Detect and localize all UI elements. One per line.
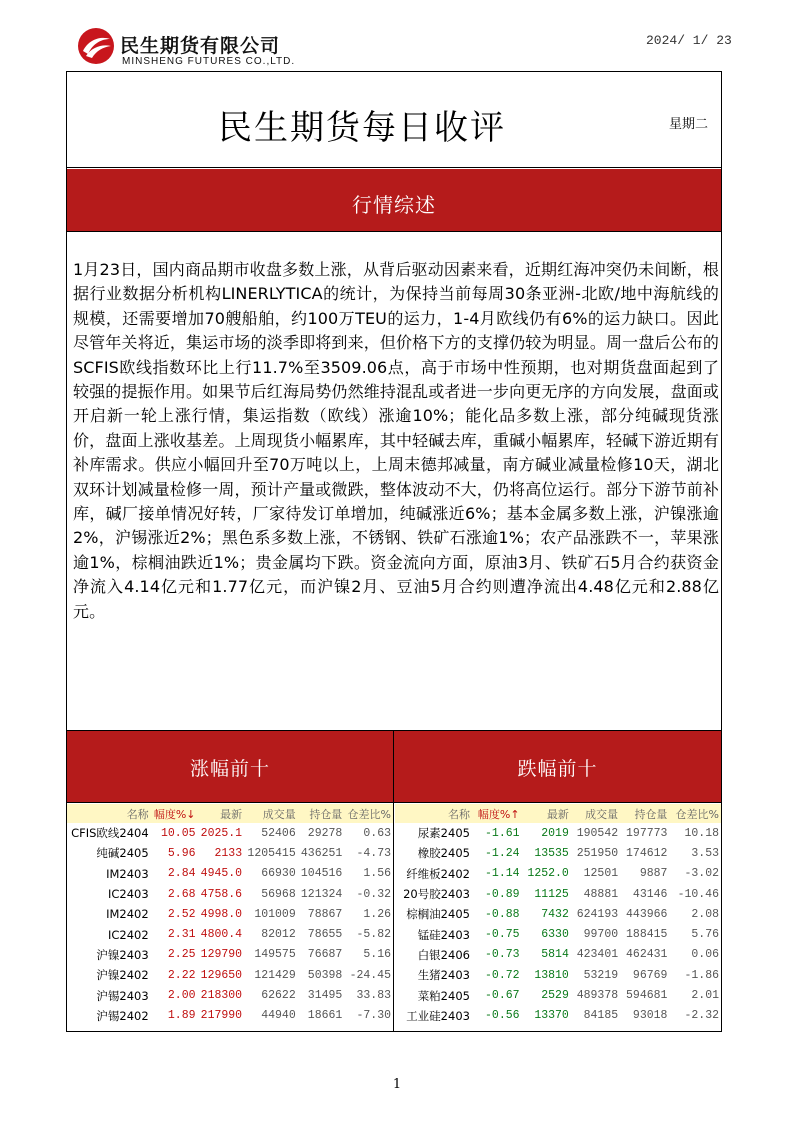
losers-table (395, 804, 721, 1026)
table-cell: IM2402 (106, 907, 149, 922)
table-cell: 2.25 (167, 948, 196, 962)
table-cell: 20号胶2403 (403, 887, 470, 902)
table-cell: -0.73 (485, 948, 520, 962)
column-header: 最新 (198, 804, 245, 823)
table-row (395, 864, 721, 884)
table-row (395, 965, 721, 985)
page-number: 1 (392, 1077, 402, 1092)
table-cell: 188415 (626, 928, 668, 942)
company-name-cn: 民生期货有限公司 (120, 35, 281, 57)
table-cell: 11125 (534, 887, 569, 901)
report-title: 民生期货每日收评 (218, 108, 506, 148)
table-cell: 594681 (626, 989, 668, 1003)
table-cell: 56968 (261, 887, 296, 901)
table-cell: 197773 (626, 826, 668, 840)
table-cell: 10.18 (684, 826, 719, 840)
column-header: 成交量 (571, 804, 620, 823)
table-cell: 1.89 (167, 1009, 196, 1023)
table-row (395, 823, 721, 843)
table-cell: IC2402 (107, 927, 149, 942)
table-cell: 624193 (576, 907, 619, 921)
table-cell: IC2403 (107, 887, 149, 902)
table-cell: 0.63 (363, 826, 391, 840)
table-cell: -24.45 (349, 968, 391, 982)
table-cell: 2025.1 (200, 826, 243, 840)
table-cell: 50398 (307, 968, 343, 982)
table-cell: 橡胶2405 (417, 846, 470, 861)
table-cell: 443966 (626, 907, 668, 921)
table-row (67, 864, 393, 884)
table-cell: 44940 (261, 1009, 296, 1023)
table-cell: 129790 (200, 948, 243, 962)
column-header: 幅度%↑ (472, 804, 522, 823)
table-cell: -1.86 (684, 968, 719, 982)
table-cell: 121324 (300, 887, 343, 901)
table-cell: 4800.4 (200, 928, 243, 942)
table-cell: 4998.0 (200, 907, 243, 921)
table-cell: -3.02 (684, 867, 719, 881)
table-cell: 纤维板2402 (406, 866, 470, 881)
weekday: 星期二 (669, 117, 709, 132)
table-cell: 93018 (632, 1009, 668, 1023)
table-cell: 76687 (307, 948, 343, 962)
report-date: 2024/ 1/ 23 (646, 33, 732, 48)
table-cell: 31495 (307, 989, 343, 1003)
table-row (67, 985, 393, 1005)
table-cell: 13535 (534, 846, 569, 860)
column-header: 幅度%↓ (151, 804, 198, 823)
table-cell: -0.75 (485, 928, 520, 942)
table-cell: 4945.0 (200, 867, 243, 881)
table-cell: 2.00 (167, 989, 196, 1003)
table-cell: 2.31 (167, 928, 196, 942)
table-cell: 沪镍2403 (96, 947, 149, 962)
table-row (395, 985, 721, 1005)
table-cell: 2.84 (167, 867, 196, 881)
table-row (395, 945, 721, 965)
table-cell: 1252.0 (527, 867, 569, 881)
table-cell: 121429 (254, 968, 296, 982)
table-cell: 18661 (307, 1009, 343, 1023)
table-cell: 82012 (261, 928, 296, 942)
rank-tables-header (67, 730, 721, 803)
gainers-table (67, 804, 393, 1026)
table-cell: 2.01 (691, 989, 719, 1003)
table-cell: -0.67 (485, 989, 520, 1003)
column-header: 持仓量 (620, 804, 669, 823)
table-cell: 12501 (583, 867, 619, 881)
table-cell: 218300 (200, 989, 243, 1003)
table-cell: 174612 (626, 846, 668, 860)
column-header: 成交量 (244, 804, 298, 823)
table-row (67, 904, 393, 924)
table-cell: 白银2406 (417, 947, 470, 962)
table-row (395, 904, 721, 924)
tables-divider (393, 803, 394, 1032)
table-cell: 101009 (254, 907, 296, 921)
table-cell: 129650 (200, 968, 243, 982)
table-cell: 10.05 (161, 826, 196, 840)
table-cell: 2529 (541, 989, 569, 1003)
table-row (67, 823, 393, 843)
table-cell: -0.72 (485, 968, 520, 982)
table-header-row (395, 804, 721, 823)
table-cell: 1.26 (363, 907, 391, 921)
column-header: 仓差比% (344, 804, 393, 823)
table-cell: 96769 (632, 968, 668, 982)
table-cell: 生猪2403 (417, 968, 470, 983)
market-summary: 1月23日，国内商品期市收盘多数上涨，从背后驱动因素来看，近期红海冲突仍未间断，根据行业数据分析机构LINERLYTICA的统计，为保持当前每周30条亚洲-北欧/地中海航线的规模，还需要增加70艘船舶，约100万TEU的运力，1-4月欧线仍有6%的运力缺口。因此尽管年关将近，集运市场的淡季即将到来，但价格下方的支撑仍较为明显。周一盘后公布的SCFIS欧线指数环比上行11.7%至3509.06点，高于市场中性预期，也对期货盘面起到了较强的提振作用。如果节后红海局势仍然维持混乱或者进一步向更无序的方向发展，盘面或开启新一轮上涨行情，集运指数（欧线）涨逾10%；能化品多数上涨，部分纯碱现货涨价，盘面上涨收基差。上周现货小幅累库，其中轻碱去库，重碱小幅累库，轻碱下游近期有补库需求。供应小幅回升至70万吨以上，上周末德邦减量，南方碱业减量检修10天，湖北双环计划减量检修一周，预计产量或微跌，整体波动不大，仍将高位运行。部分下游节前补库，碱厂接单情况好转，厂家待发订单增加，纯碱涨近6%；基本金属多数上涨，沪镍涨逾2%，沪锡涨近2%；黑色系多数上涨，不锈钢、铁矿石涨逾1%；农产品涨跌不一，苹果涨逾1%，棕榈油跌近1%；贵金属均下跌。资金流向方面，原油3月、铁矿石5月合约获资金净流入4.14亿元和1.77亿元，而沪镍2月、豆油5月合约则遭净流出4.48亿元和2.88亿元。 (73, 260, 719, 621)
table-cell: -0.88 (485, 907, 520, 921)
table-cell: 62622 (261, 989, 296, 1003)
section-title: 行情综述 (352, 193, 436, 217)
table-row (395, 884, 721, 904)
table-cell: 78867 (307, 907, 343, 921)
report-frame (66, 71, 722, 1032)
table-cell: -1.24 (485, 846, 520, 860)
table-cell: 251950 (576, 846, 619, 860)
table-cell: 沪锡2402 (96, 1008, 149, 1023)
table-cell: 423401 (576, 948, 619, 962)
table-cell: 0.06 (691, 948, 719, 962)
table-row (395, 843, 721, 863)
table-cell: 3.53 (691, 846, 719, 860)
table-cell: 1.56 (363, 867, 391, 881)
table-cell: 53219 (583, 968, 619, 982)
table-cell: 29278 (307, 826, 343, 840)
table-cell: 4758.6 (200, 887, 243, 901)
table-cell: 锰硅2403 (417, 927, 470, 942)
company-name-en: MINSHENG FUTURES CO.,LTD. (122, 56, 296, 67)
table-cell: 48881 (583, 887, 619, 901)
table-cell: -0.89 (485, 887, 520, 901)
table-cell: -1.14 (485, 867, 520, 881)
title-row (67, 72, 721, 168)
table-cell: 436251 (300, 846, 343, 860)
section-title-bar (67, 169, 721, 232)
table-cell: 棕榈油2405 (406, 907, 470, 922)
table-cell: 2.22 (167, 968, 196, 982)
table-row (67, 965, 393, 985)
table-row (67, 843, 393, 863)
table-row (395, 924, 721, 944)
table-cell: 190542 (576, 826, 619, 840)
table-cell: -4.73 (356, 846, 391, 860)
table-cell: 5.16 (363, 948, 391, 962)
table-cell: 13810 (534, 968, 569, 982)
table-cell: -1.61 (485, 826, 520, 840)
table-cell: -5.82 (356, 928, 391, 942)
column-header: 名称 (67, 804, 151, 823)
table-cell: CFIS欧线2404 (71, 826, 149, 841)
table-cell: 2.68 (167, 887, 196, 901)
table-cell: 78655 (307, 928, 343, 942)
table-cell: 104516 (300, 867, 343, 881)
table-cell: 5814 (541, 948, 569, 962)
table-cell: 5.96 (167, 846, 196, 860)
table-row (67, 884, 393, 904)
table-row (67, 924, 393, 944)
table-cell: 1205415 (247, 846, 296, 860)
table-cell: 纯碱2405 (96, 846, 149, 861)
table-cell: -0.32 (356, 887, 391, 901)
table-cell: 工业硅2403 (406, 1008, 470, 1023)
gainers-title: 涨幅前十 (67, 731, 394, 803)
table-cell: -0.56 (485, 1009, 520, 1023)
table-cell: 13370 (534, 1009, 569, 1023)
losers-title: 跌幅前十 (517, 758, 598, 780)
table-cell: -2.32 (684, 1009, 719, 1023)
column-header: 最新 (522, 804, 571, 823)
table-cell: 2133 (214, 846, 243, 860)
column-header: 持仓量 (298, 804, 345, 823)
table-cell: 84185 (583, 1009, 619, 1023)
table-cell: -10.46 (677, 887, 719, 901)
company-logo-icon (77, 27, 115, 65)
table-cell: 149575 (254, 948, 296, 962)
table-header-row (67, 804, 393, 823)
table-cell: 沪锡2403 (96, 988, 149, 1003)
table-cell: 2019 (541, 826, 569, 840)
table-cell: 5.76 (691, 928, 719, 942)
table-cell: 7432 (541, 907, 569, 921)
table-cell: 9887 (639, 867, 668, 881)
table-cell: IM2403 (106, 866, 149, 881)
table-cell: -7.30 (356, 1009, 391, 1023)
table-cell: 6330 (541, 928, 569, 942)
table-cell: 沪镍2402 (96, 968, 149, 983)
table-cell: 66930 (261, 867, 296, 881)
table-cell: 217990 (200, 1009, 243, 1023)
table-cell: 52406 (261, 826, 296, 840)
table-cell: 462431 (626, 948, 668, 962)
table-row (67, 945, 393, 965)
table-cell: 33.83 (356, 989, 391, 1003)
table-row (67, 1006, 393, 1026)
table-cell: 489378 (576, 989, 619, 1003)
table-cell: 尿素2405 (417, 826, 470, 841)
table-cell: 菜粕2405 (417, 988, 470, 1003)
column-header: 仓差比% (669, 804, 721, 823)
table-cell: 2.52 (167, 907, 196, 921)
table-cell: 43146 (632, 887, 668, 901)
table-row (395, 1006, 721, 1026)
table-cell: 2.08 (691, 907, 719, 921)
page-header (0, 0, 794, 75)
column-header: 名称 (395, 804, 472, 823)
table-cell: 99700 (583, 928, 619, 942)
